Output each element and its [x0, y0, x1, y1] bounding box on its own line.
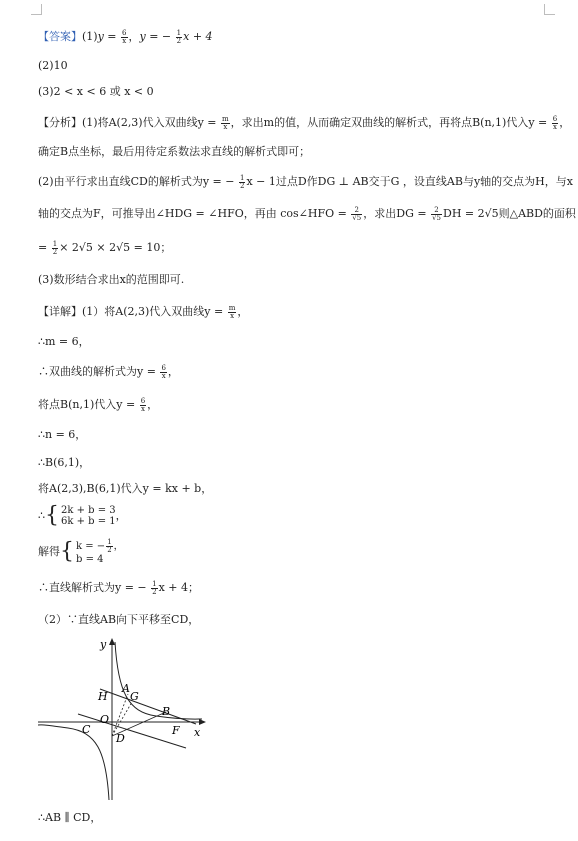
- line-ab: [100, 689, 196, 724]
- detail-line-8-system: ∴{ 2k + b = 3 6k + b = 1 ，: [38, 503, 127, 528]
- detail-line-1: 【详解】(1）将A(2,3)代入双曲线y = $\frac{m}{x}$ ，: [38, 303, 249, 320]
- fraction: $\frac{1}{2}$: [152, 579, 157, 596]
- label-a: A: [122, 682, 130, 695]
- label-y: y: [100, 638, 107, 651]
- label-d: D: [116, 732, 125, 745]
- hyperbola-branch-right: [115, 642, 202, 719]
- fraction: $\frac{2}{√5}$: [432, 205, 441, 222]
- line-cd: [78, 714, 186, 748]
- y-axis-arrow: [109, 638, 115, 645]
- detail-line-9-solution: 解得{ k = − $\frac{1}{2}$ ， b = 4: [38, 538, 124, 565]
- label-c: C: [82, 723, 91, 736]
- detail-line-6: ∴B(6,1)，: [38, 456, 91, 469]
- analysis-line-5: = $\frac{1}{2}$ × 2√5 × 2√5 = 10；: [38, 239, 172, 256]
- detail-line-5: ∴n = 6，: [38, 428, 87, 441]
- detail-line-2: ∴m = 6，: [38, 335, 90, 348]
- segment-dg: [112, 702, 132, 736]
- detail-line-4: 将点B(n,1)代入y = $\frac{6}{x}$ ，: [38, 396, 159, 413]
- analysis-line-4: 轴的交点为F，可推导出∠HDG = ∠HFO，再由 cos∠HFO = $\frac{2}{√5}$ ，求出DG = $\frac{2}{√5}$ DH = 2√5则△ABD的面积: [38, 205, 576, 222]
- fraction: $\frac{m}{x}$: [228, 303, 236, 320]
- analysis-line-3: (2)由平行求出直线CD的解析式为y = − $\frac{1}{2}$ x − 1过点D作DG ⊥ AB交于G ，设直线AB与y轴的交点为H，与x: [38, 173, 573, 190]
- page-corner-mark: [31, 4, 42, 15]
- label-b: B: [162, 705, 171, 718]
- analysis-line-2: 确定B点坐标，最后用待定系数法求直线的解析式即可；: [38, 145, 311, 158]
- detail-line-7: 将A(2,3),B(6,1)代入y = kx + b，: [38, 482, 213, 495]
- label-x: x: [194, 726, 201, 739]
- answer-part3: (3)2 < x < 6 或 x < 0: [38, 85, 154, 98]
- fraction: $\frac{2}{√5}$: [352, 205, 362, 222]
- detail-line-3: ∴双曲线的解析式为y = $\frac{6}{x}$ ，: [38, 363, 179, 380]
- x-axis-arrow: [199, 719, 206, 725]
- analysis-line-6: (3)数形结合求出x的范围即可.: [38, 273, 185, 286]
- answer-part2: (2)10: [38, 59, 68, 72]
- label-f: F: [172, 724, 180, 737]
- fraction: $\frac{6}{x}$: [161, 363, 166, 380]
- fraction: $\frac{6}{x}$: [552, 114, 558, 131]
- fraction: $\frac{m}{x}$: [222, 114, 229, 131]
- fraction: $\frac{1}{2}$: [107, 538, 112, 554]
- answer-tag: 【答案】: [38, 30, 82, 43]
- fraction: $\frac{6}{x}$: [122, 28, 127, 45]
- fraction: $\frac{1}{2}$: [52, 239, 58, 256]
- fraction: $\frac{1}{2}$: [239, 173, 245, 190]
- page-corner-mark: [544, 4, 555, 15]
- fraction: $\frac{6}{x}$: [140, 396, 146, 413]
- label-g: G: [130, 690, 139, 703]
- detail-line-10: ∴直线解析式为y = − $\frac{1}{2}$ x + 4；: [38, 579, 200, 596]
- analysis-line-1: 【分析】(1)将A(2,3)代入双曲线y = $\frac{m}{x}$ ，求出m的值，从而确定双曲线的解析式，再将点B(n,1)代入y = $\frac{6}{x}$ ，: [38, 114, 571, 131]
- detail-line-12: ∴AB ∥ CD，: [38, 811, 102, 824]
- label-h: H: [98, 690, 108, 703]
- geometry-figure: [36, 632, 216, 804]
- label-o: O: [100, 713, 110, 726]
- hyperbola-branch-left: [38, 725, 109, 800]
- fraction: $\frac{1}{2}$: [176, 28, 182, 45]
- detail-line-11: （2）∵直线AB向下平移至CD，: [38, 613, 200, 626]
- answer-part1: 【答案】(1)y = $\frac{6}{x}$ ，y = − $\frac{1}{2}$ x + 4: [38, 28, 213, 45]
